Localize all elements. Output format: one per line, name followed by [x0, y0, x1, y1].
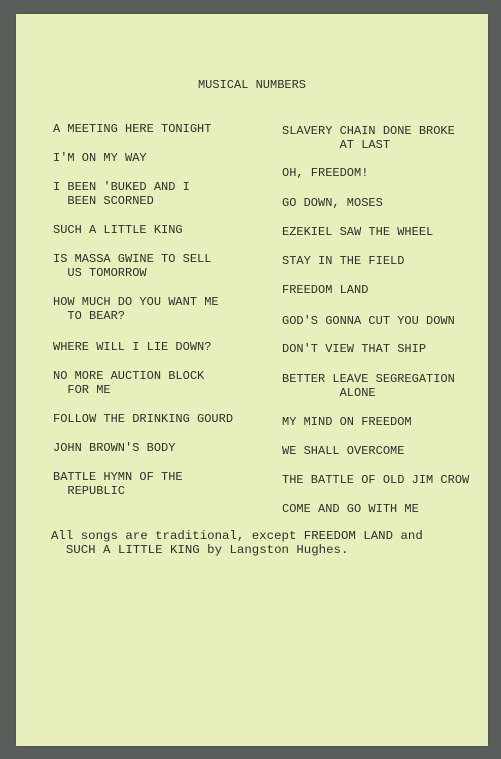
song-item: I BEEN 'BUKED AND I BEEN SCORNED: [53, 180, 190, 208]
song-item: MY MIND ON FREEDOM: [282, 415, 412, 429]
song-item: COME AND GO WITH ME: [282, 502, 419, 516]
song-item: SUCH A LITTLE KING: [53, 223, 183, 237]
song-item: GO DOWN, MOSES: [282, 196, 383, 210]
song-item: EZEKIEL SAW THE WHEEL: [282, 225, 434, 239]
song-item: HOW MUCH DO YOU WANT ME TO BEAR?: [53, 295, 219, 323]
song-item: I'M ON MY WAY: [53, 151, 147, 165]
song-item: FREEDOM LAND: [282, 283, 369, 297]
song-item: BETTER LEAVE SEGREGATION ALONE: [282, 372, 455, 400]
song-item: WHERE WILL I LIE DOWN?: [53, 340, 212, 354]
song-item: BATTLE HYMN OF THE REPUBLIC: [53, 470, 183, 498]
song-item: IS MASSA GWINE TO SELL US TOMORROW: [53, 252, 212, 280]
song-item: JOHN BROWN'S BODY: [53, 441, 176, 455]
song-item: DON'T VIEW THAT SHIP: [282, 342, 427, 356]
song-item: GOD'S GONNA CUT YOU DOWN: [282, 314, 455, 328]
song-item: WE SHALL OVERCOME: [282, 444, 405, 458]
song-item: FOLLOW THE DRINKING GOURD: [53, 412, 234, 426]
song-item: A MEETING HERE TONIGHT: [53, 122, 212, 136]
program-page: [16, 14, 488, 746]
credits-footnote: All songs are traditional, except FREEDOM LAND and SUCH A LITTLE KING by Langston Hughes.: [51, 529, 423, 557]
page-title: MUSICAL NUMBERS: [197, 78, 307, 92]
song-item: NO MORE AUCTION BLOCK FOR ME: [53, 369, 205, 397]
song-item: OH, FREEDOM!: [282, 166, 369, 180]
song-item: STAY IN THE FIELD: [282, 254, 405, 268]
song-item: THE BATTLE OF OLD JIM CROW: [282, 473, 470, 487]
song-item: SLAVERY CHAIN DONE BROKE AT LAST: [282, 124, 455, 152]
